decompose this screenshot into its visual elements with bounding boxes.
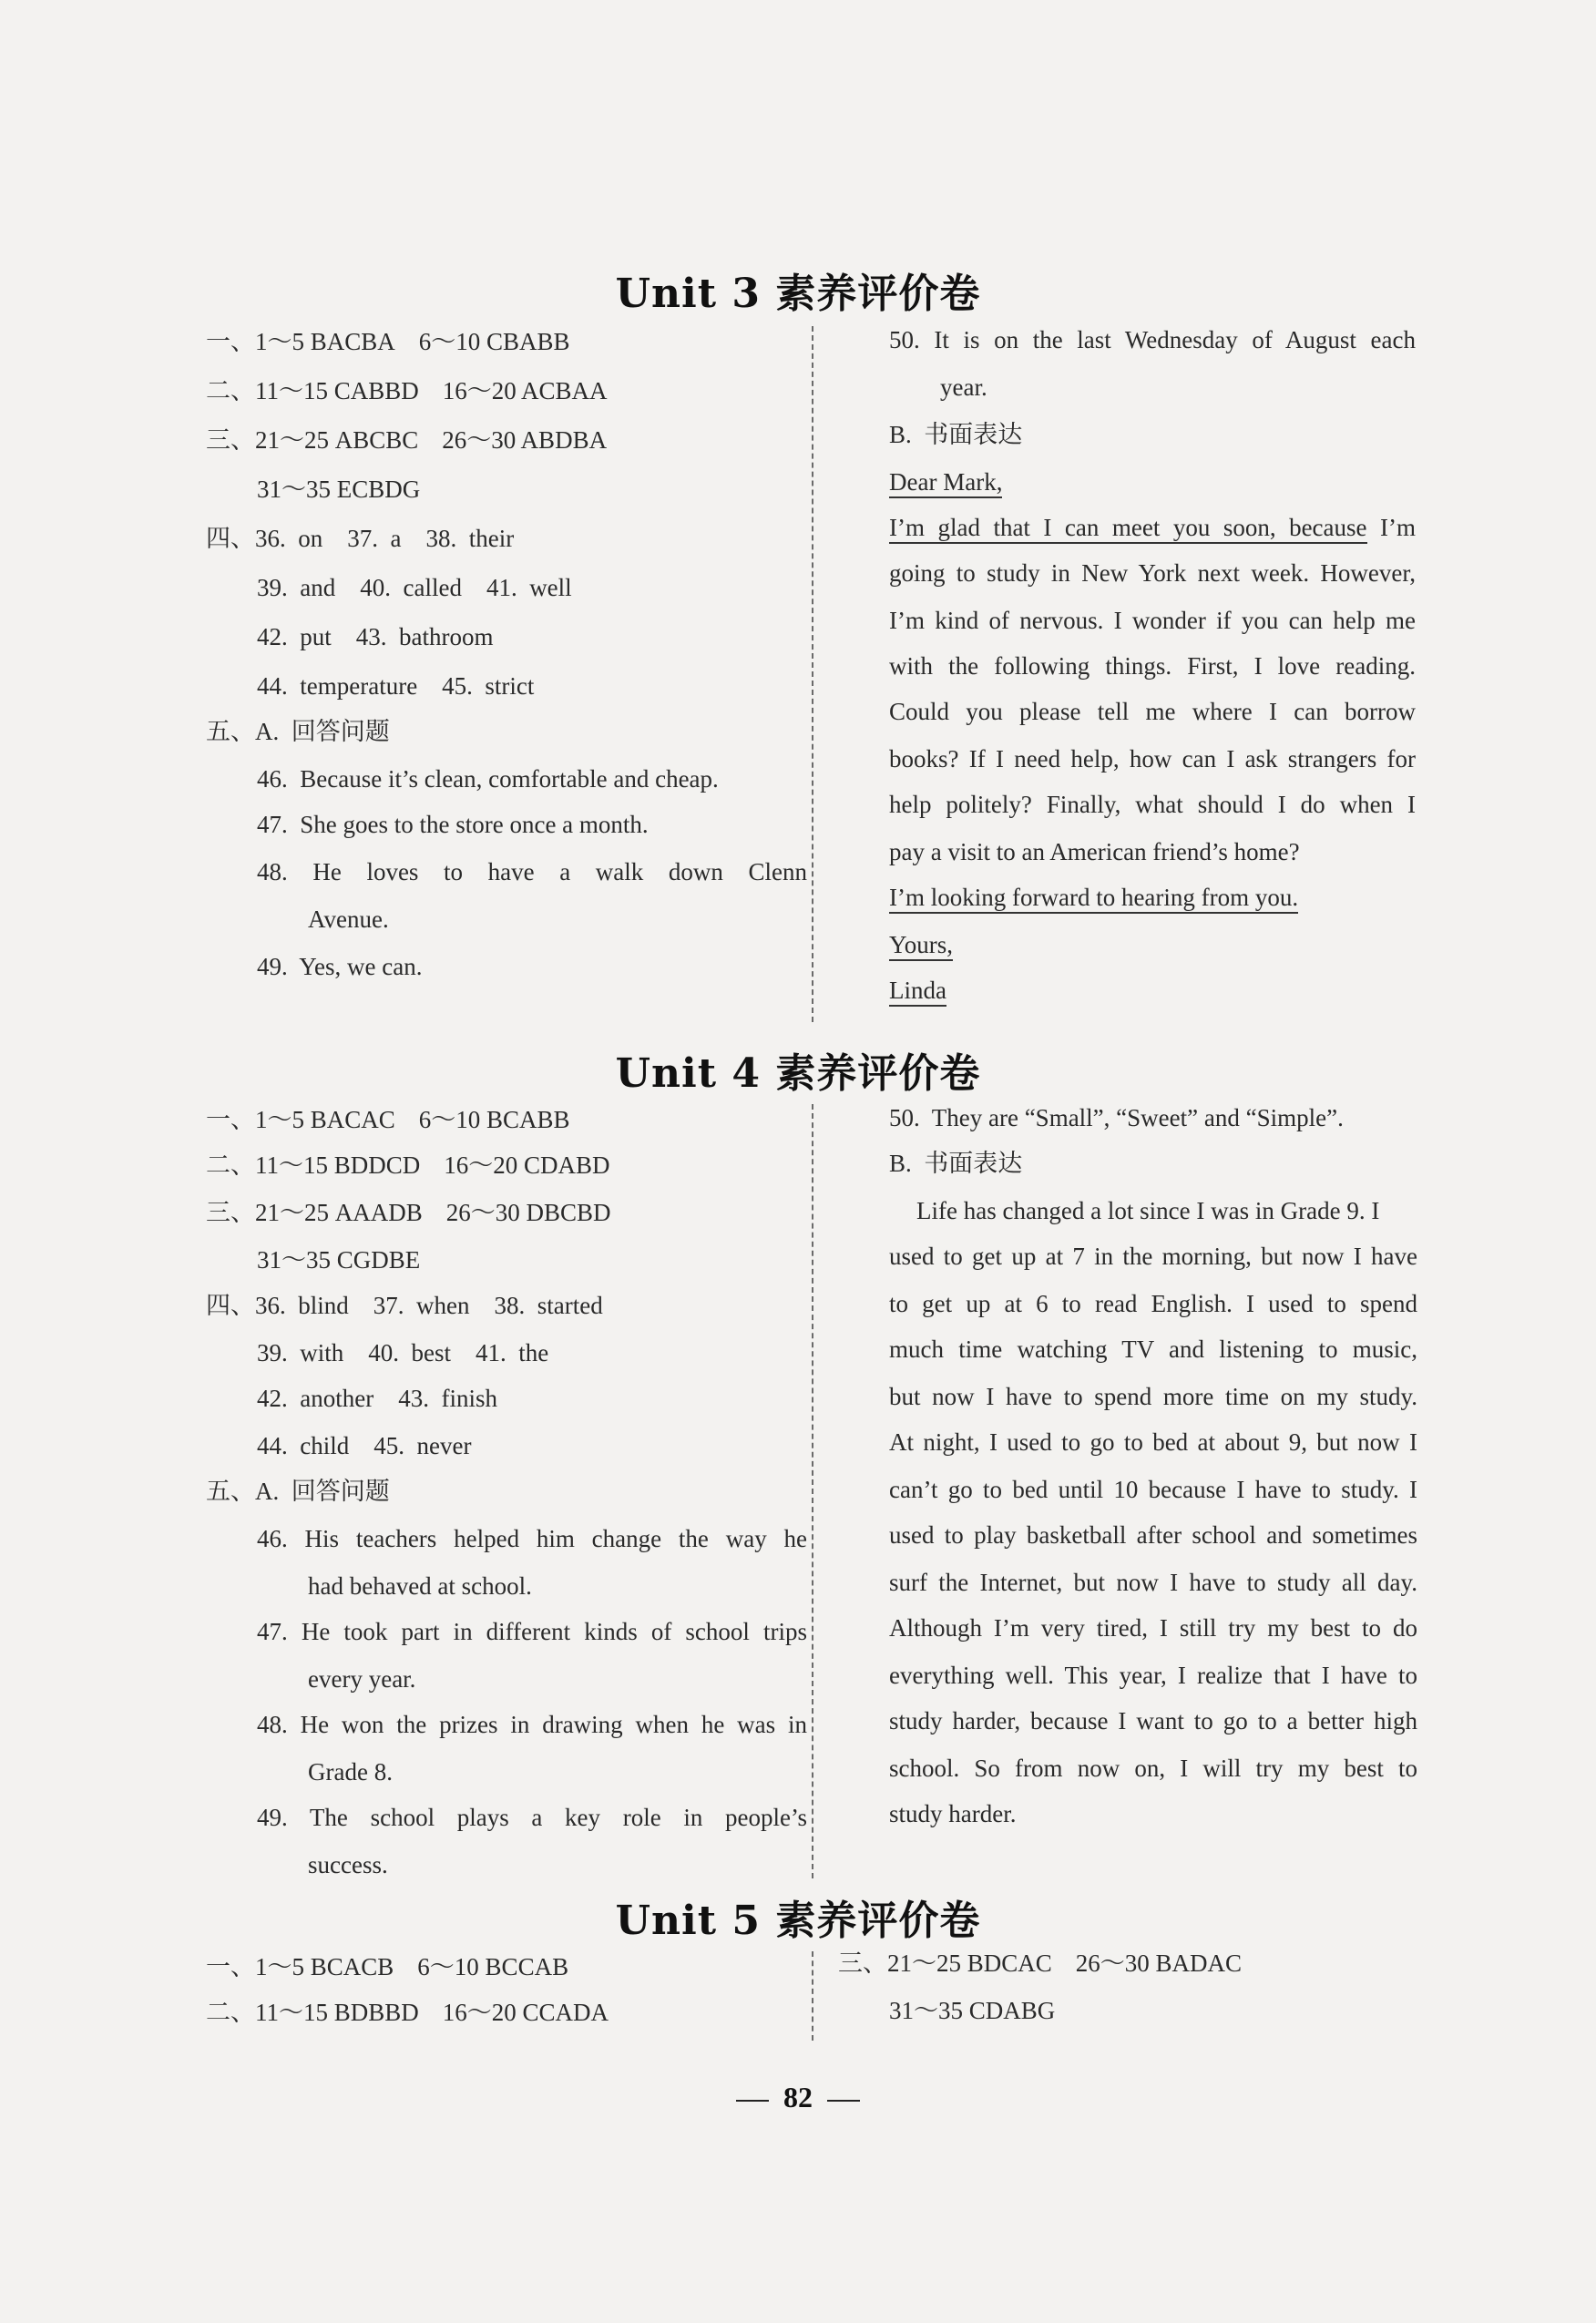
answer-line: 二、11～15 BDBBD 16～20 CCADA (206, 1999, 609, 2026)
essay-line: study harder. (889, 1800, 1017, 1827)
essay-line: Life has changed a lot since I was in Grade 9. I (916, 1197, 1380, 1224)
essay-line: much time watching TV and listening to music, (889, 1335, 1417, 1363)
section-heading: B. 书面表达 (889, 421, 1023, 448)
answer-line: 31～35 ECBDG (257, 476, 421, 503)
answer-line: 一、1～5 BCACB 6～10 BCCAB (206, 1953, 569, 1980)
essay-line: used to get up at 7 in the morning, but now I have (889, 1243, 1417, 1270)
letter-line: I’m glad that I can meet you soon, because I’m (889, 512, 1416, 543)
essay-line: used to play basketball after school and sometimes (889, 1521, 1417, 1549)
answer-line: 44. child 45. never (257, 1432, 472, 1459)
page-number (0, 2081, 1596, 2114)
answer-line: 47. He took part in different kinds of school trips (257, 1618, 807, 1645)
answer-line: 50. They are “Small”, “Sweet” and “Simple”. (889, 1104, 1344, 1131)
answer-line: 三、21～25 AAADB 26～30 DBCBD (206, 1199, 611, 1226)
answer-line: 四、36. on 37. a 38. their (206, 525, 515, 552)
answer-line: 42. put 43. bathroom (257, 623, 494, 650)
letter-line: I’m kind of nervous. I wonder if you can help me (889, 607, 1416, 634)
letter-line: going to study in New York next week. However, (889, 559, 1416, 587)
letter-line: pay a visit to an American friend’s home? (889, 838, 1300, 865)
answer-line: 一、1～5 BACBA 6～10 CBABB (206, 328, 570, 355)
unit4-title: Unit 4 素养评价卷 (615, 1050, 981, 1097)
answer-line: 42. another 43. finish (257, 1385, 497, 1412)
answer-line: every year. (308, 1665, 416, 1693)
answer-line: 47. She goes to the store once a month. (257, 811, 649, 838)
answer-line: 31～35 CGDBE (257, 1246, 421, 1274)
essay-line: school. So from now on, I will try my best to (889, 1755, 1417, 1782)
answer-line: 四、36. blind 37. when 38. started (206, 1292, 603, 1319)
answer-line: had behaved at school. (308, 1572, 532, 1600)
answer-line: 二、11～15 CABBD 16～20 ACBAA (206, 377, 608, 404)
essay-line: surf the Internet, but now I have to study all day. (889, 1569, 1417, 1596)
letter-closing-line: I’m looking forward to hearing from you. (889, 882, 1298, 913)
letter-line: books? If I need help, how can I ask strangers for (889, 745, 1416, 773)
unit5-title: Unit 5 素养评价卷 (615, 1898, 981, 1944)
letter-signature: Linda (889, 975, 946, 1006)
answer-line: 三、21～25 ABCBC 26～30 ABDBA (206, 426, 608, 454)
page-number-dash (736, 2100, 769, 2102)
essay-line: to get up at 6 to read English. I used to spend (889, 1290, 1417, 1317)
letter-greeting: Dear Mark, (889, 466, 1002, 497)
answer-line: 48. He loves to have a walk down Clenn (257, 858, 807, 885)
answer-line: 二、11～15 BDDCD 16～20 CDABD (206, 1151, 610, 1179)
essay-line: study harder, because I want to go to a better high (889, 1707, 1417, 1735)
answer-line: 三、21～25 BDCAC 26～30 BADAC (838, 1949, 1243, 1977)
letter-line: help politely? Finally, what should I do when I (889, 791, 1416, 818)
answer-line: 49. Yes, we can. (257, 953, 423, 980)
section-heading: 五、A. 回答问题 (206, 1478, 390, 1505)
column-divider (812, 326, 813, 1022)
answer-line: Grade 8. (308, 1758, 393, 1786)
letter-line: Could you please tell me where I can borrow (889, 698, 1416, 725)
page-number-value: 82 (783, 2081, 813, 2113)
essay-line: At night, I used to go to bed at about 9, but now I (889, 1428, 1417, 1456)
column-divider (812, 1104, 813, 1878)
essay-line: Although I’m very tired, I still try my best to do (889, 1614, 1417, 1642)
answer-line: success. (308, 1851, 388, 1878)
answer-line: 46. Because it’s clean, comfortable and cheap. (257, 765, 719, 793)
essay-line: can’t go to bed until 10 because I have to study. I (889, 1476, 1417, 1503)
letter-signoff: Yours, (889, 929, 953, 960)
answer-line: 46. His teachers helped him change the way he (257, 1525, 807, 1552)
section-heading: B. 书面表达 (889, 1150, 1023, 1177)
answer-line: 50. It is on the last Wednesday of August each (889, 326, 1416, 353)
answer-line: 一、1～5 BACAC 6～10 BCABB (206, 1106, 570, 1133)
page-number-dash (827, 2100, 860, 2102)
letter-line: with the following things. First, I love reading. (889, 652, 1416, 680)
answer-line: 31～35 CDABG (889, 1997, 1056, 2024)
answer-line: 44. temperature 45. strict (257, 672, 535, 700)
answer-line: 39. with 40. best 41. the (257, 1339, 549, 1366)
answer-line: year. (940, 374, 987, 401)
essay-line: but now I have to spend more time on my study. (889, 1383, 1417, 1410)
column-divider (812, 1951, 813, 2041)
answer-line: 49. The school plays a key role in people’s (257, 1804, 807, 1831)
section-heading: 五、A. 回答问题 (206, 718, 390, 745)
answer-line: Avenue. (308, 906, 389, 933)
answer-line: 39. and 40. called 41. well (257, 574, 572, 601)
answer-line: 48. He won the prizes in drawing when he was in (257, 1711, 807, 1738)
essay-line: everything well. This year, I realize that I have to (889, 1662, 1417, 1689)
unit3-title: Unit 3 素养评价卷 (615, 271, 981, 317)
